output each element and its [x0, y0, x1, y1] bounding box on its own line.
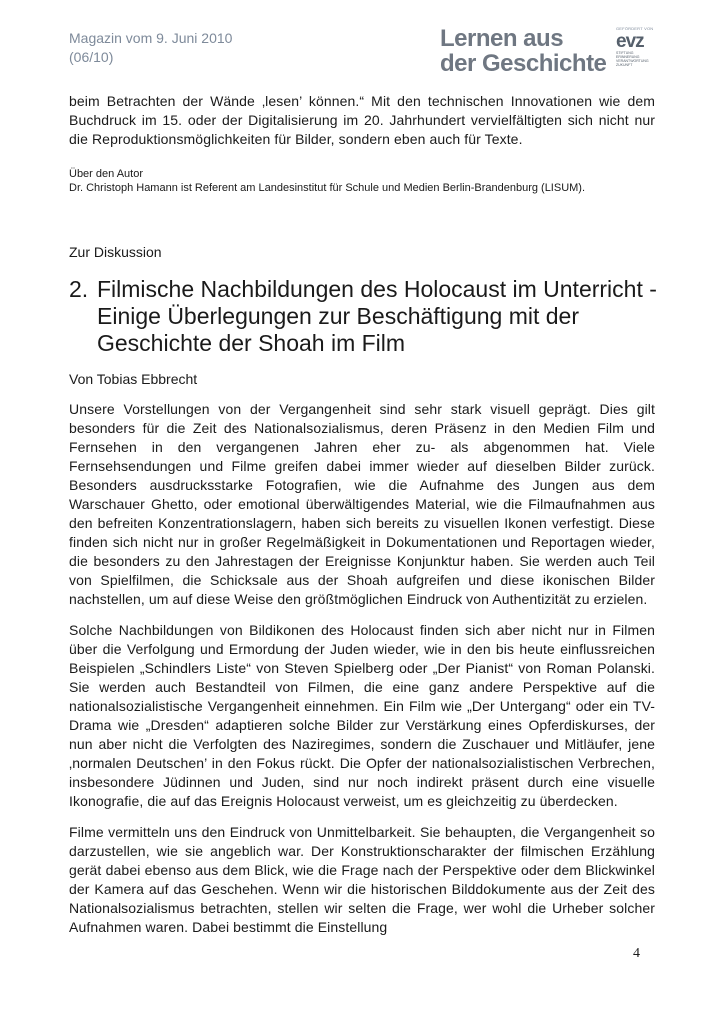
article-title-line-3: Geschichte der Shoah im Film [97, 330, 406, 356]
section-label: Zur Diskussion [69, 244, 162, 260]
page-number: 4 [633, 946, 640, 961]
article-paragraph-1: Unsere Vorstellungen von der Vergangenheit sind sehr stark visuell geprägt. Dies gilt besonders für die Zeit des Nationalsozialismus, deren Präsenz in den Medien Film und Fernsehen in den vergangenen Jahren eher zu- als abgenommen hat. Viele Fernsehsendungen und Filme greifen dabei immer wieder auf dieselben Bilder zurück. Besonders ausdrucksstarke Fotografien, wie die Aufnahme des Jungen aus dem Warschauer Ghetto, oder emotional überwältigendes Material, wie die Filmaufnahmen aus den befreiten Konzentrationslagern, haben sich bereits zu visuellen Ikonen verfestigt. Diese finden sich nicht nur in großer Regelmäßigkeit in Dokumentationen und Reportagen wieder, die besonders zu den Jahrestagen der Ereignisse Konjunktur haben. Sie werden auch Teil von Spielfilmen, die Schicksale aus der Shoah aufgreifen und diese ikonischen Bilder nachstellen, um auf diese Weise den größtmöglichen Eindruck von Authentizität zu erzielen. [69, 401, 655, 607]
issue-number: (06/10) [69, 49, 114, 65]
author-note-text: Dr. Christoph Hamann ist Referent am Landesinstitut für Schule und Medien Berlin-Brandenburg (LISUM). [69, 182, 586, 194]
article-title [69, 276, 669, 357]
logo-line-2: der Geschichte [440, 50, 607, 77]
logo-line-1: Lernen aus [440, 25, 564, 52]
evz-sub-2: ERINNERUNG [616, 55, 640, 59]
article-paragraph-2: Solche Nachbildungen von Bildikonen des Holocaust finden sich aber nicht nur in Filmen über die Verfolgung und Ermordung der Juden wieder, wie in den bis heute einflussreichen Beispielen „Schindlers Liste“ von Steven Spielberg oder „Der Pianist“ von Roman Polanski. Sie werden auch Bestandteil von Filmen, die eine ganz andere Perspektive auf die nationalsozialistische Vergangenheit einnehmen. Ein Film wie „Der Untergang“ oder ein TV-Drama wie „Dresden“ adaptieren solche Bilder zur Verstärkung eines Opferdiskurses, der nun aber nicht die Verfolgten des Naziregimes, sondern die Zuschauer und Mitläufer, jene ‚normalen Deutschen’ in den Fokus rückt. Die Opfer der nationalsozialistischen Verbrechen, insbesondere Jüdinnen und Juden, sind nur noch indirekt präsent durch eine visuelle Ikonografie, die auf das Ereignis Holocaust verweist, um es gleichzeitig zu überdecken. [69, 622, 655, 809]
evz-wordmark: evz [616, 31, 644, 52]
author-note-title: Über den Autor [69, 168, 143, 180]
evz-foundation-logo [616, 26, 658, 76]
evz-sub-1: STIFTUNG [616, 51, 634, 55]
evz-sub-4: ZUKUNFT [616, 63, 633, 67]
article-byline: Von Tobias Ebbrecht [69, 371, 198, 387]
magazine-date: Magazin vom 9. Juni 2010 [69, 30, 233, 46]
intro-paragraph: beim Betrachten der Wände ‚lesen’ können.“ Mit den technischen Innovationen wie dem Buchdruck im 15. oder der Digitalisierung im 20. Jahrhundert vervielfältigten sich nicht nur die Reproduktionsmöglichkeiten für Bilder, sondern eben auch für Texte. [69, 93, 655, 147]
author-note [69, 167, 669, 195]
article-title-line-1: Filmische Nachbildungen des Holocaust im Unterricht - [97, 276, 657, 302]
magazine-meta [69, 29, 232, 67]
article-number: 2. [69, 276, 89, 302]
article-title-line-2: Einige Überlegungen zur Beschäftigung mit der [97, 303, 580, 329]
evz-funded-by: GEFÖRDERT VON [616, 26, 654, 31]
lernen-aus-der-geschichte-logo [440, 26, 606, 76]
evz-sub-3: VERANTWORTUNG [616, 59, 649, 63]
article-paragraph-3: Filme vermitteln uns den Eindruck von Unmittelbarkeit. Sie behaupten, die Vergangenheit so darzustellen, wie sie angeblich war. Der Konstruktionscharakter der filmischen Erzählung gerät dabei ebenso aus dem Blick, wie die Frage nach der Perspektive oder dem Blickwinkel der Kamera auf das Geschehen. Wenn wir die historischen Bilddokumente aus der Zeit des Nationalsozialismus betrachten, stellen wir selten die Frage, wer wohl die Urheber solcher Aufnahmen waren. Dabei bestimmt die Einstellung [69, 824, 655, 935]
